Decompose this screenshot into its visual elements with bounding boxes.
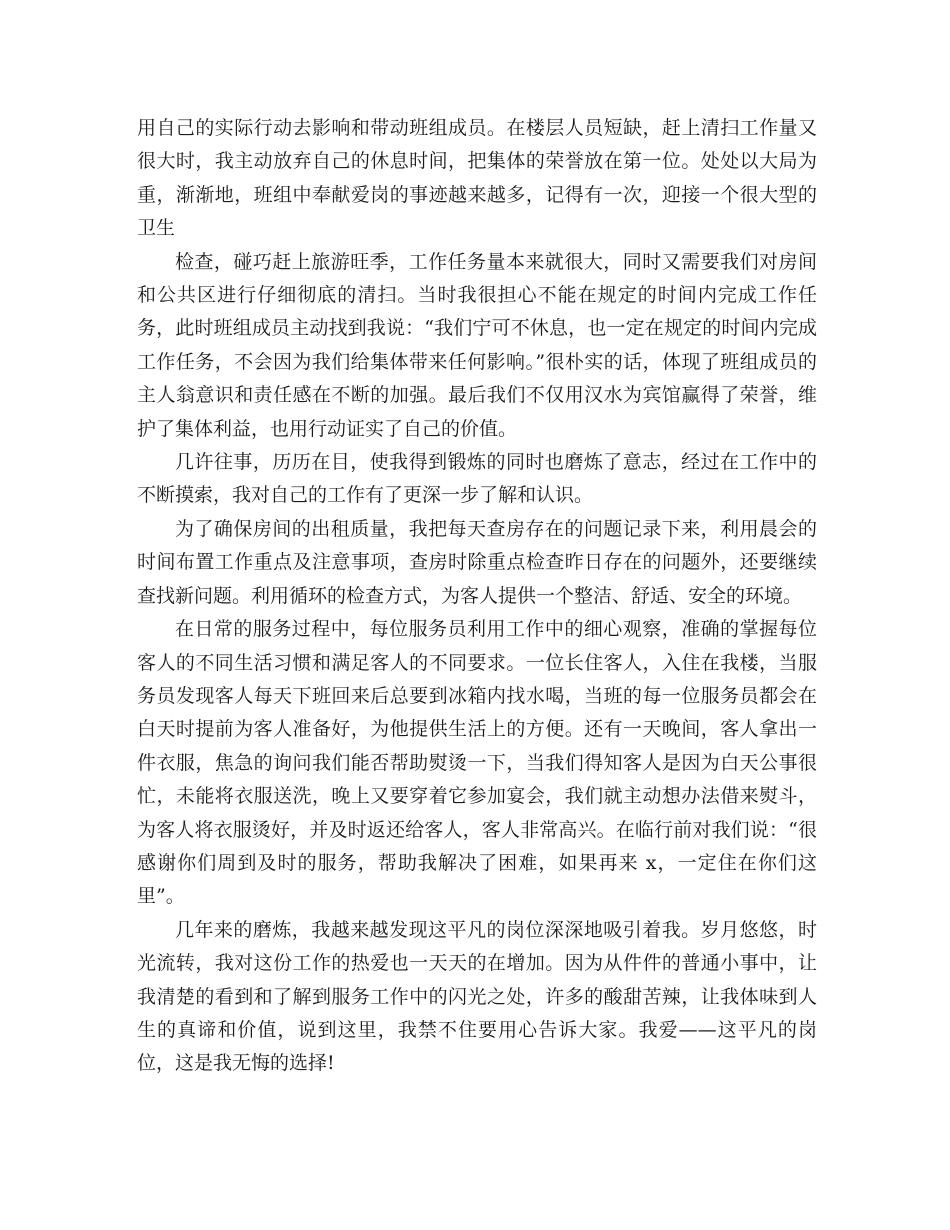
paragraph-1: 用自己的实际行动去影响和带动班组成员。在楼层人员短缺，赶上清扫工作量又很大时，我主动放弃自己的休息时间，把集体的荣誉放在第一位。处处以大局为重，渐渐地，班组中奉献爱岗的事迹越来越多，记得有一次，迎接一个很大型的卫生 [137,117,817,240]
paragraph-2: 检查，碰巧赶上旅游旺季，工作任务量本来就很大，同时又需要我们对房间和公共区进行仔细彻底的清扫。当时我很担心不能在规定的时间内完成工作任务，此时班组成员主动找到我说：“我们宁可不休息，也一定在规定的时间内完成工作任务，不会因为我们给集体带来任何影响。”很朴实的话，体现了班组成员的主人翁意识和责任感在不断的加强。最后我们不仅用汉水为宾馆赢得了荣誉，维护了集体利益，也用行动证实了自己的价值。 [137,250,817,440]
paragraph-4: 为了确保房间的出租质量，我把每天查房存在的问题记录下来，利用晨会的时间布置工作重点及注意事项，查房时除重点检查昨日存在的问题外，还要继续查找新问题。利用循环的检查方式，为客人提供一个整洁、舒适、安全的环境。 [137,517,817,607]
paragraph-3: 几许往事，历历在目，使我得到锻炼的同时也磨炼了意志，经过在工作中的不断摸索，我对自己的工作有了更深一步了解和认识。 [137,451,817,507]
document-body [137,112,817,1081]
paragraph-5: 在日常的服务过程中，每位服务员利用工作中的细心观察，准确的掌握每位客人的不同生活习惯和满足客人的不同要求。一位长住客人，入住在我楼，当服务员发现客人每天下班回来后总要到冰箱内找水喝，当班的每一位服务员都会在白天时提前为客人准备好，为他提供生活上的方便。还有一天晚间，客人拿出一件衣服，焦急的询问我们能否帮助熨烫一下，当我们得知客人是因为白天公事很忙，未能将衣服送洗，晚上又要穿着它参加宴会，我们就主动想办法借来熨斗，为客人将衣服烫好，并及时返还给客人，客人非常高兴。在临行前对我们说：“很感谢你们周到及时的服务，帮助我解决了困难，如果再来 x，一定住在你们这里”。 [137,618,817,908]
paragraph-6: 几年来的磨炼，我越来越发现这平凡的岗位深深地吸引着我。岁月悠悠，时光流转，我对这份工作的热爱也一天天的在增加。因为从件件的普通小事中，让我清楚的看到和了解到服务工作中的闪光之处，许多的酸甜苦辣，让我体味到人生的真谛和价值，说到这里，我禁不住要用心告诉大家。我爱——这平凡的岗位，这是我无悔的选择! [137,918,817,1075]
